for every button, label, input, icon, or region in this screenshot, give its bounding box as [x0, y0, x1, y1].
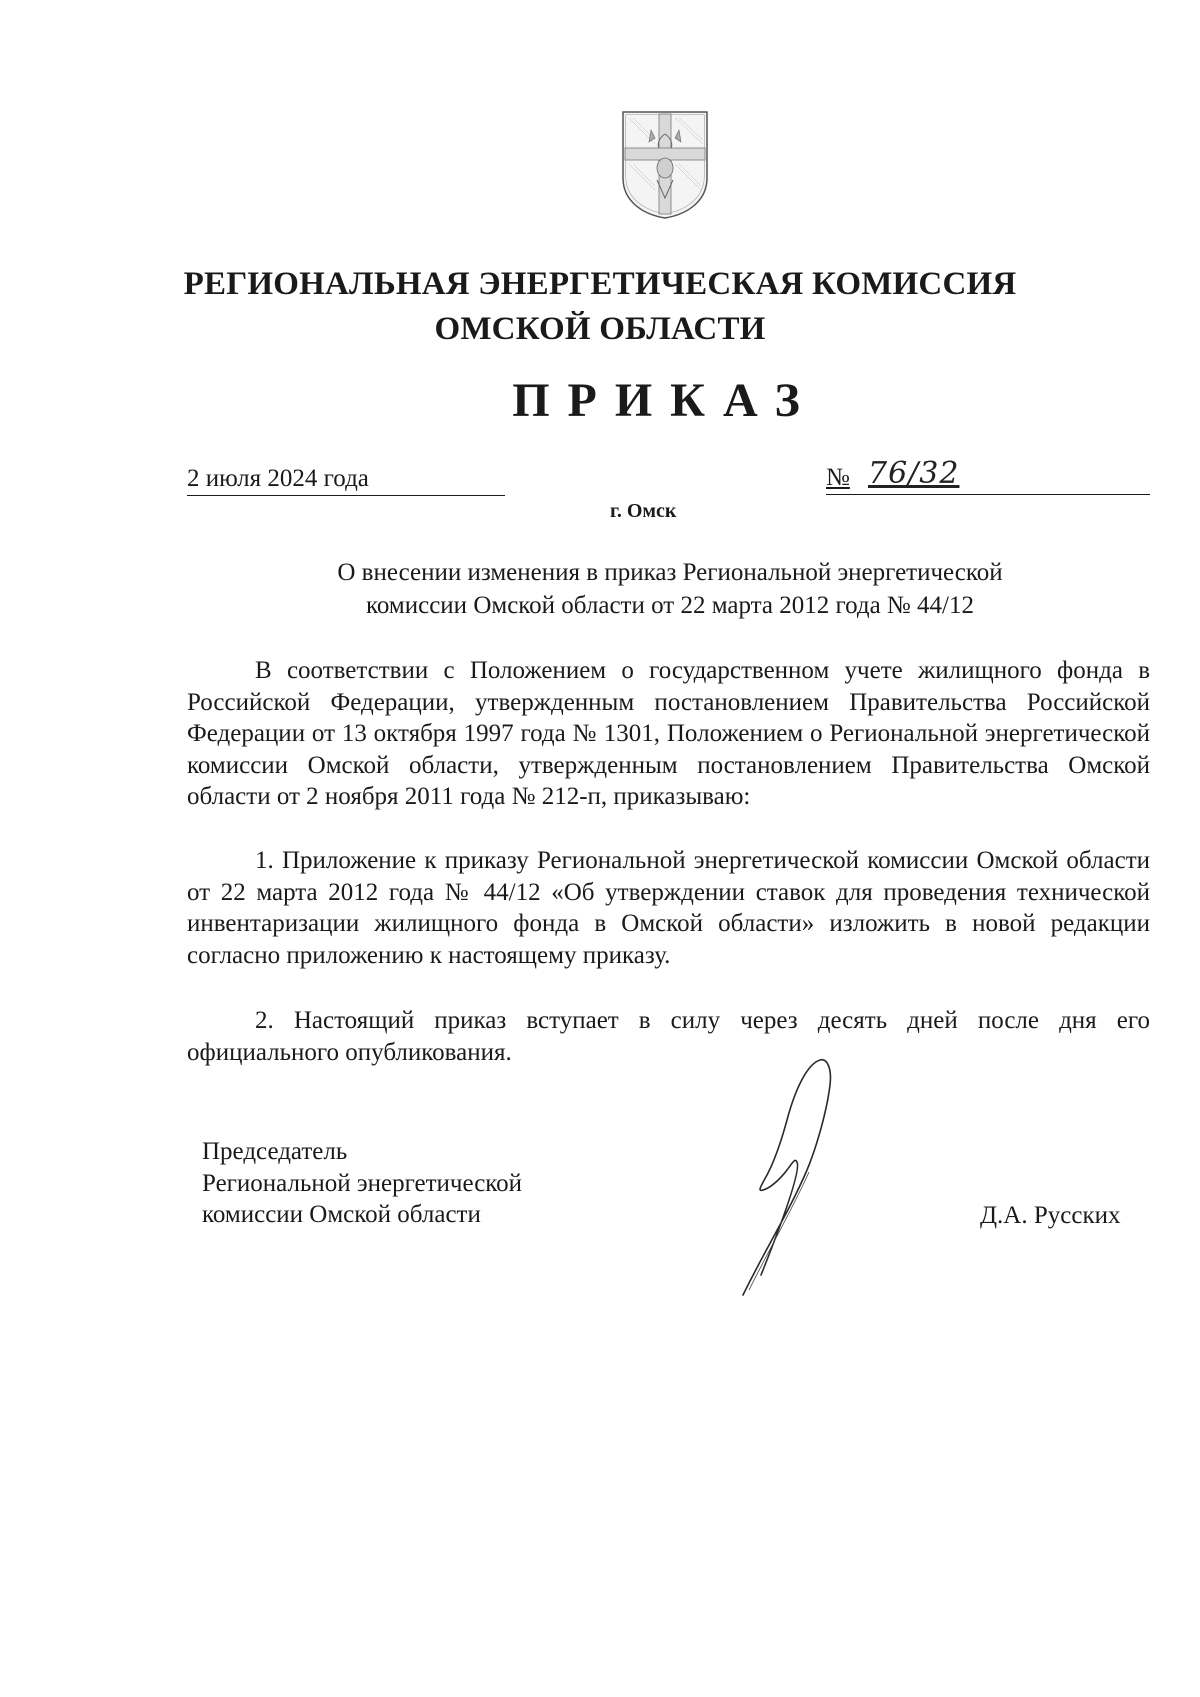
signatory-position-line2: Региональной энергетической	[202, 1169, 523, 1197]
city: г. Омск	[610, 500, 677, 522]
organization-name-line2: ОМСКОЙ ОБЛАСТИ	[434, 311, 766, 347]
signatory-position	[202, 1136, 522, 1231]
order-item-1: 1. Приложение к приказу Региональной энергетической комиссии Омской области от 22 марта 2012 года № 44/12 «Об утверждении ставок для проведения технической инвентаризации жилищного фонда в Омской области» изложить в новой редакции согласно приложению к настоящему приказу.	[187, 847, 1150, 969]
item1-block	[187, 845, 1150, 971]
order-item-2: 2. Настоящий приказ вступает в силу через десять дней после дня его официального опубликования.	[187, 1007, 1150, 1066]
number-value: 76/32	[868, 456, 960, 491]
document-date: 2 июля 2024 года	[187, 465, 505, 496]
subject-line2: комиссии Омской области от 22 марта 2012 года № 44/12	[366, 592, 974, 619]
signatory-position-line1: Председатель	[202, 1138, 348, 1165]
item2-block	[187, 1005, 1150, 1068]
signatory-name: Д.А. Русских	[980, 1202, 1121, 1229]
organization-name-line1: РЕГИОНАЛЬНАЯ ЭНЕРГЕТИЧЕСКАЯ КОМИССИЯ	[183, 266, 1017, 302]
document-number	[826, 456, 1150, 495]
subject-line1: О внесении изменения в приказ Региональной энергетической	[337, 559, 1003, 586]
preamble-block	[187, 655, 1150, 813]
handwritten-signature	[735, 1050, 875, 1300]
document-type-title: ПРИКАЗ	[512, 374, 818, 427]
preamble-paragraph: В соответствии с Положением о государственном учете жилищного фонда в Российской Федерации, утвержденным постановлением Правительства Российской Федерации от 13 октября 1997 года № 1301, Положением о Региональной энергетической комиссии Омской области, утвержденным постановлением Правительства Омской области от 2 ноября 2011 года № 212-п, приказываю:	[187, 657, 1150, 810]
coat-of-arms-icon	[619, 108, 711, 220]
signatory-position-line3: комиссии Омской области	[202, 1201, 481, 1228]
number-sign: №	[826, 464, 850, 491]
